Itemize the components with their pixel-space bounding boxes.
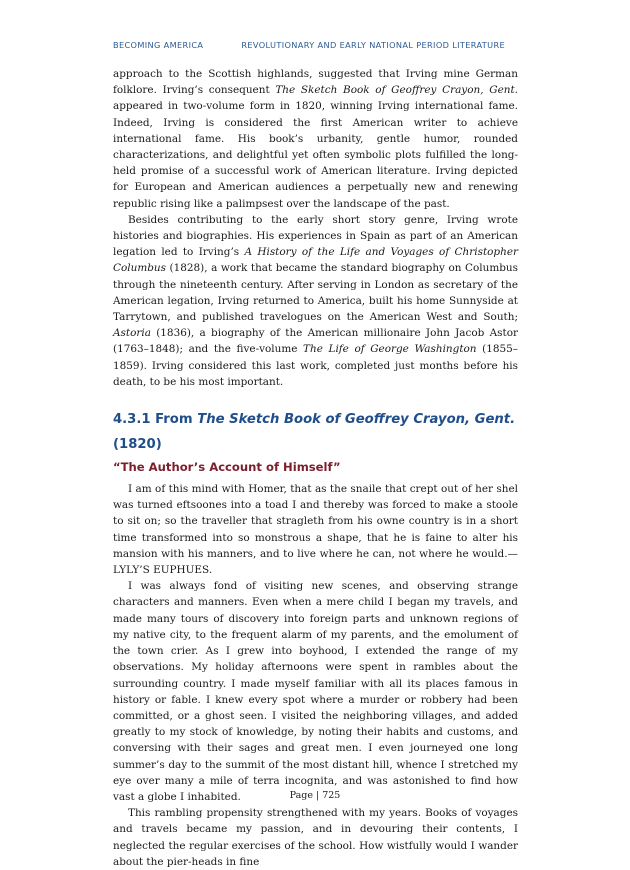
section-heading-year: (1820) bbox=[113, 437, 162, 453]
paragraph-rambling: This rambling propensity strengthened with my years. Books of voyages and travels became my passion, and in devouring their contents, I neglected the regular exercises of the school. How wistfully would I wander about the pier-heads in fine bbox=[113, 807, 518, 868]
header-section-title: REVOLUTIONARY AND EARLY NATIONAL PERIOD LITERATURE bbox=[241, 40, 506, 50]
subsection-heading: “The Author’s Account of Himself” bbox=[113, 460, 341, 475]
italic-title-run: Astoria bbox=[113, 327, 151, 340]
italic-title-run: A History of the Life and Voyages of Christopher Columbus bbox=[113, 246, 518, 275]
paragraph-irving-sketch-book bbox=[113, 66, 518, 212]
italic-title-run: The Life of George Washington bbox=[303, 343, 477, 356]
text-run: approach to the Scottish highlands, suggested that Irving mine German folklore. Irving’s consequent bbox=[113, 68, 518, 97]
section-heading-title: The Sketch Book of Geoffrey Crayon, Gent. bbox=[197, 412, 516, 428]
paragraph-epigraph: I am of this mind with Homer, that as the snaile that crept out of her shel was turned eftsoones into a toad I and thereby was forced to make a stoole to sit on; so the traveller that stragleth from his owne country is in a short time transformed into so monstrous a shape, that he is faine to alter his mansion with his manners, and to live where he can, not where he would.—LYLY’S EUPHUES. bbox=[113, 483, 518, 577]
section-heading bbox=[113, 407, 518, 457]
text-run: appeared in two-volume form in 1820, winning Irving international fame. Indeed, Irving is considered the first American writer to achieve international fame. His book’s urbanity, gentle humor, rounded characterizations, and delightful yet often symbolic plots fulfilled the long-held promise of a successful work of American literature. Irving depicted for European and American audiences a perpetually new and renewing republic rising like a palimpsest over the landscape of the past. bbox=[113, 100, 518, 210]
text-run: Besides contributing to the early short story genre, Irving wrote histories and biographies. His experiences in Spain as part of an American legation led to Irving’s bbox=[113, 213, 518, 259]
header-book-title: BECOMING AMERICA bbox=[113, 40, 204, 50]
page-number: Page | 725 bbox=[289, 790, 341, 801]
running-header bbox=[113, 40, 533, 50]
paragraph-irving-histories bbox=[113, 212, 518, 390]
text-run: (1828), a work that became the standard biography on Columbus through the nineteenth century. After serving in London as secretary of the American legation, Irving returned to America, built his home Sunnyside at Tarrytown, and published travelogues on the American West and South; bbox=[113, 262, 518, 324]
paragraph-travels: I was always fond of visiting new scenes, and observing strange characters and manners. Even when a mere child I began my travels, and made many tours of discovery into foreign parts and unknown regions of my native city, to the frequent alarm of my parents, and the emolument of the town crier. As I grew into boyhood, I extended the range of my observations. My holiday afternoons were spent in rambles about the surrounding country. I made myself familiar with all its places famous in history or fable. I knew every spot where a murder or robbery had been committed, or a ghost seen. I visited the neighboring villages, and added greatly to my stock of knowledge, by noting their habits and customs, and conversing with their sages and great men. I even journeyed one long summer’s day to the summit of the most distant hill, whence I stretched my eye over many a mile of terra incognita, and was astonished to find how vast a globe I inhabited. bbox=[113, 580, 518, 803]
text-run: (1836), a biography of the American millionaire John Jacob Astor (1763–1848); and the five-volume bbox=[113, 327, 518, 356]
section-heading-prefix: 4.3.1 From bbox=[113, 412, 198, 428]
body-text bbox=[113, 66, 518, 870]
text-run: (1855–1859). Irving considered this last work, completed just months before his death, to be his most important. bbox=[113, 343, 518, 388]
italic-title-run: The Sketch Book of Geoffrey Crayon, Gent. bbox=[275, 84, 518, 97]
